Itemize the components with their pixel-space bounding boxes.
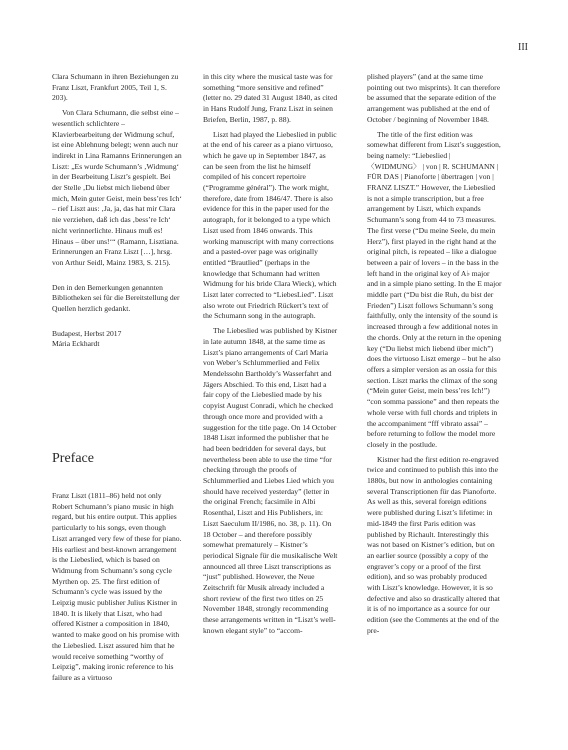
paragraph: Liszt had played the Liebeslied in public at the end of his career as a piano virtuoso, which he gave up in September 1847, as can be seen from the list he himself compiled of his concert repertoire (“Programme général”). The work might, therefore, date from 1846/47. There is also evidence for this in the paper used for the autograph, for it belonged to a type which Liszt used from 1846 onwards. This working manuscript with many corrections and a pasted-over page was originally entitled “Brautlied” (perhaps in the knowledge that Schumann had written Widmung for his bride Clara Wieck), which Liszt later corrected to “LiebesLied”. Liszt also wrote out Friedrich Rückert’s text of the Schumann song in the autograph. — [203, 129, 337, 321]
section-heading: Preface — [52, 451, 94, 466]
page-number: III — [518, 42, 528, 53]
author-signature: Mária Eckhardt — [52, 339, 100, 349]
paragraph: Von Clara Schumann, die selbst eine – wesentlich schlichtere – Klavierbearbeitung der Widmung schuf, ist eine Ablehnung belegt; wenn auch nur indirekt in Lina Ramanns Erinnerungen an Liszt: „Es wurde Schumann’s ‚Widmung‘ in der Bearbeitung Liszt’s gespielt. Bei der Stelle ‚Du liebst mich liebend über mich, Mein guter Geist, mein bess’res Ich‘ – rief Liszt aus: ‚Ja, ja, das hat mir Clara nie verziehen, daß ich das ‚bess’re Ich‘ nicht verinnerlichte. Hinaus muß es! Hinaus – über uns!‘“ (Ramann, Lisztiana. Erinnerungen an Franz Liszt […], hrsg. von Arthur Seidl, Mainz 1983, S. 215). — [52, 108, 182, 267]
paragraph: Den in den Bemerkungen genannten Bibliotheken sei für die Bereitstellung der Quellen herzlich gedankt. — [52, 282, 180, 314]
column-right — [367, 72, 502, 641]
paragraph: The Liebeslied was published by Kistner in late autumn 1848, at the same time as Liszt’s piano arrangements of Carl Maria von Weber’s Schlummerlied and Felix Mendelssohn Bartholdy’s Wasserfahrt and Jägers Abschied. To this end, Liszt had a fair copy of the Liebeslied made by his copyist August Conradi, which he checked through once more and provided with a suggestion for the title page. On 14 October 1848 Liszt informed the publisher that he had been bedridden for several days, but nevertheless been able to use the time “for checking through the proofs of Schlummerlied and Liebes Lied which you should have received yesterday” (letter in the original French; facsimile in Albi Rosenthal, Liszt and His Publishers, in: Liszt Saeculum II/1986, no. 38, p. 11). On 18 October – and therefore possibly somewhat prematurely – Kistner’s periodical Signale für die musikalische Welt announced all three Liszt transcriptions as “just” published. However, the Neue Zeitschrift für Musik already included a short review of the first two titles on 25 November 1848, strongly recommending these arrangements written in “Liszt’s well-known elegant style” to “accom- — [203, 326, 338, 635]
paragraph: Kistner had the first edition re-engraved twice and continued to publish this into the 1880s, but now in anthologies containing several Transcriptionen für das Pianoforte. As well as this, several foreign editions were published during Liszt’s lifetime: in mid-1849 the first Paris edition was published by Richault. Interestingly this was not based on Kistner’s edition, but on an earlier source (possibly a copy of the engraver’s copy or a proof of the first edition), and so was probably produced with Liszt’s knowledge. However, it is so defective and also so drastically altered that it is of no importance as a source for our edition (see the Comments at the end of the pre- — [367, 454, 500, 635]
preface-paragraph: Franz Liszt (1811–86) held not only Robert Schumann’s piano music in high regard, but his entire output. This applies particularly to his songs, even though Liszt arranged very few of these for piano. His earliest and best-known arrangement is the Liebeslied, which is based on Widmung from Schumann’s song cycle Myrthen op. 25. The first edition of Schumann’s cycle was issued by the Leipzig music publisher Julius Kistner in 1840. It is likely that Liszt, who had offered Kistner a composition in 1840, wanted to make good on his promise with the Liebeslied. Liszt assured him that he would receive something “worthy of Leipzig”, making ironic reference to his failure as a virtuoso — [52, 491, 182, 682]
paragraph: The title of the first edition was somewhat different from Liszt’s suggestion, being namely: “Liebeslied | 〈WIDMUNG〉 | von | R. SCHUMANN | FÜR DAS | Pianoforte | übertragen | von | FRANZ LISZT.” However, the Liebeslied is not a simple transcription, but a free arrangement by Liszt, which expands Schumann’s song from 44 to 73 measures. The first verse (“Du meine Seele, du mein Herz”), first played in the right hand at the original pitch, is repeated – like a dialogue between a pair of lovers – in the bass in the left hand in the original key of A♭ major and in a simple piano setting. In the E major middle part (“Du bist die Ruh, du bist der Frieden”) Liszt follows Schumann’s song faithfully, only the intensity of the sound is increased through a few additional notes in the chords. Only at the return in the opening key (“Du liebst mich liebend über mich”) does the virtuoso Liszt emerge – but he also offers a simpler version as an ossia for this section. Liszt marks the climax of the song (“Mein guter Geist, mein bess’res Ich!”) “con somma passione” and then repeats the whole verse with full chords and triplets in the accompaniment “fff vibrato assai” – before returning to follow the model more closely in the postlude. — [367, 129, 502, 449]
place-date: Budapest, Herbst 2017 — [52, 328, 122, 338]
paragraph: plished players” (and at the same time pointing out two misprints). It can therefore be assumed that the separate edition of the arrangement was published at the end of October / beginning of November 1848. — [367, 72, 501, 124]
column-middle — [203, 72, 338, 641]
paragraph: in this city where the musical taste was for something “more sensitive and refined” (letter no. 29 dated 31 August 1840, as cited in Hans Rudolf Jung, Franz Liszt in seinen Briefen, Berlin, 1987, p. 88). — [203, 72, 338, 124]
column-left — [52, 72, 182, 354]
paragraph: Clara Schumann in ihren Beziehungen zu Franz Liszt, Frankfurt 2005, Teil 1, S. 203). — [52, 72, 179, 103]
